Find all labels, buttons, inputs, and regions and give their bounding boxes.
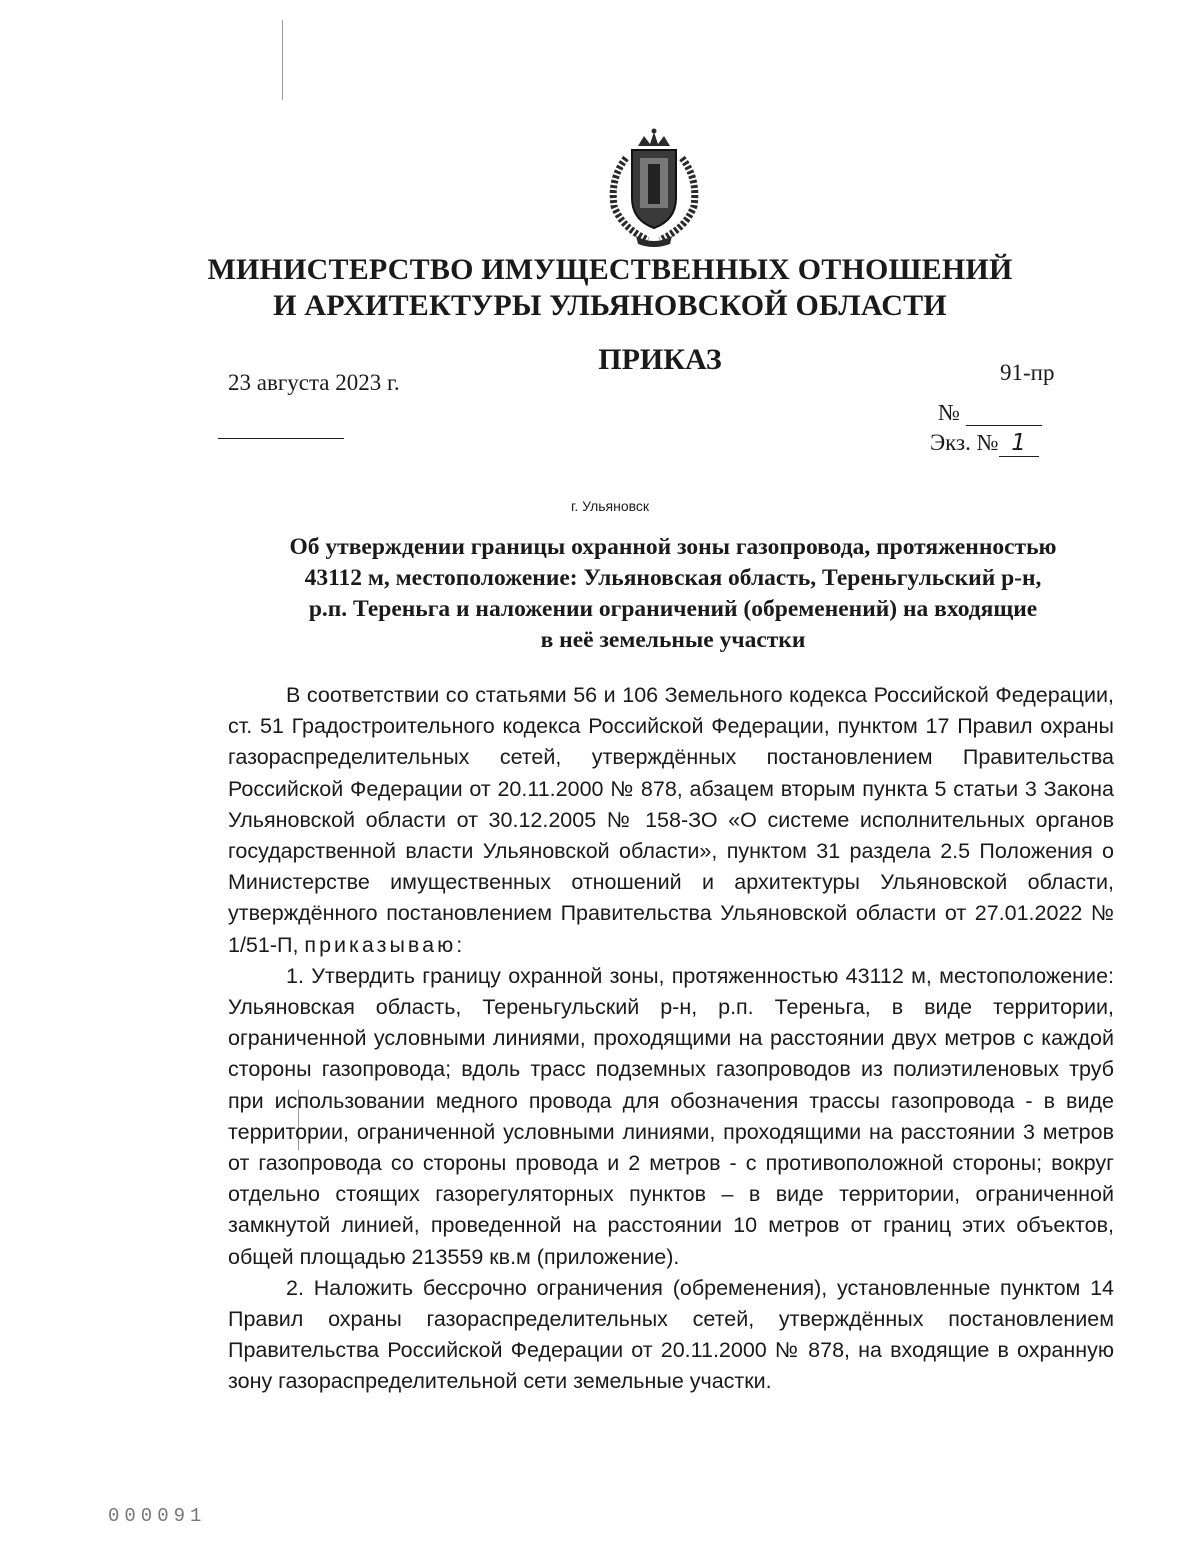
preamble-text: В соответствии со статьями 56 и 106 Земельного кодекса Российской Федерации, ст. 51 Градостроительного кодекса Российской Федерации, пунктом 17 Правил охраны газораспределительных сетей, утверждённых постановлением Правительства Российской Федерации от 20.11.2000 № 878, абзацем вторым пункта 5 статьи 3 Закона Ульяновской области от 30.12.2005 № 158-ЗО «О системе исполнительных органов государственной власти Ульяновской области», пунктом 31 раздела 2.5 Положения о Министерстве имущественных отношений и архитектуры Ульяновской области, утверждённого постановлением Правительства Ульяновской области от 27.01.2022 № 1/51-П, bbox=[228, 683, 1114, 957]
city: г. Ульяновск bbox=[570, 498, 650, 514]
coat-of-arms-icon bbox=[596, 128, 712, 248]
subject-line-4: в неё земельные участки bbox=[540, 627, 806, 653]
copy-value: 1 bbox=[999, 430, 1039, 457]
subject-line-1: Об утверждении границы охранной зоны газопровода, протяженностью bbox=[289, 534, 1057, 560]
order-directive: приказываю: bbox=[304, 932, 466, 957]
page-code: 000091 bbox=[108, 1505, 207, 1527]
order-date: 23 августа 2023 г. bbox=[228, 370, 400, 395]
order-title: ПРИКАЗ bbox=[598, 343, 722, 376]
clause-2: 2. Наложить бессрочно ограничения (обременения), установленные пунктом 14 Правил охраны газораспределительных сетей, утверждённых постановлением Правительства Российской Федерации от 20.11.2000 № 878, на входящие в охранную зону газораспределительной сети земельные участки. bbox=[228, 1275, 1114, 1394]
date-underline bbox=[218, 438, 344, 439]
scan-mark bbox=[282, 20, 283, 100]
order-number: 91-пр bbox=[1000, 360, 1055, 385]
subject-line-2: 43112 м, местоположение: Ульяновская область, Тереньгульский р-н, bbox=[304, 565, 1042, 591]
order-subject bbox=[228, 532, 1118, 656]
ministry-line-1: МИНИСТЕРСТВО ИМУЩЕСТВЕННЫХ ОТНОШЕНИЙ bbox=[207, 253, 1013, 286]
subject-line-3: р.п. Тереньга и наложении ограничений (обременений) на входящие bbox=[308, 596, 1038, 622]
copy-number-field bbox=[930, 430, 1039, 457]
number-field bbox=[938, 400, 1042, 426]
preamble-paragraph bbox=[228, 680, 1114, 961]
ministry-name bbox=[200, 252, 1020, 324]
number-label: № bbox=[938, 400, 960, 425]
number-blank-line bbox=[966, 405, 1042, 426]
order-body bbox=[228, 680, 1114, 1398]
clause-1: 1. Утвердить границу охранной зоны, протяженностью 43112 м, местоположение: Ульяновская область, Тереньгульский р-н, р.п. Тереньга, в виде территории, ограниченной условными линиями, проходящими на расстоянии двух метров с каждой стороны газопровода; вдоль трасс подземных газопроводов из полиэтиленовых труб при использовании медного провода для обозначения трассы газопровода - в виде территории, ограниченной условными линиями, проходящими на расстоянии 3 метров от газопровода со стороны провода и 2 метров - с противоположной стороны; вокруг отдельно стоящих газорегуляторных пунктов – в виде территории, ограниченной замкнутой линией, проведенной на расстоянии 10 метров от границ этих объектов, общей площадью 213559 кв.м (приложение). bbox=[228, 963, 1114, 1269]
copy-label: Экз. № bbox=[930, 430, 999, 455]
ministry-line-2: И АРХИТЕКТУРЫ УЛЬЯНОВСКОЙ ОБЛАСТИ bbox=[273, 289, 947, 322]
